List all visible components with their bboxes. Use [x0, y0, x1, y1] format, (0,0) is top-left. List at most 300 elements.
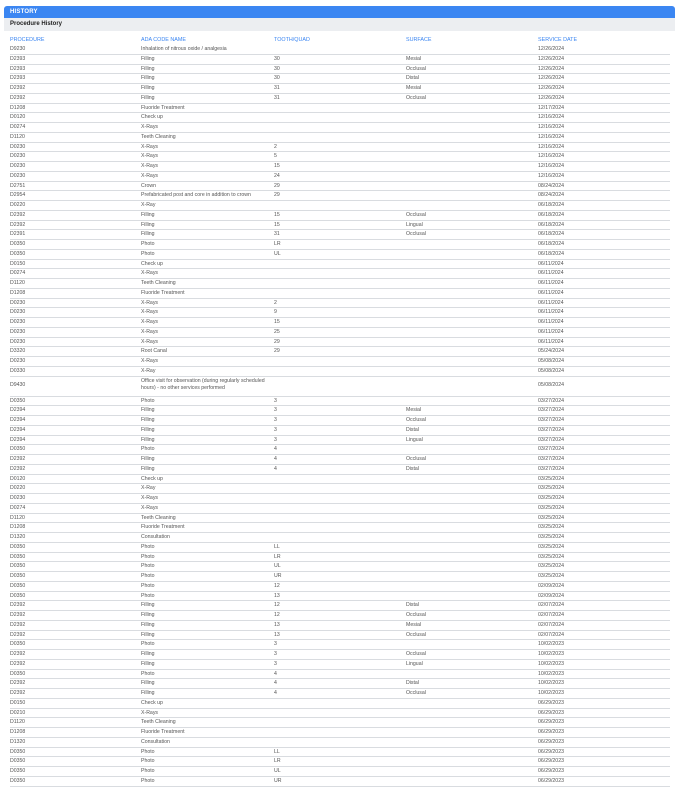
tooth-quad-cell: 29: [274, 348, 280, 355]
service-date-cell: 06/29/2023: [538, 758, 564, 765]
service-date-cell: 10/02/2023: [538, 680, 564, 687]
table-row: [10, 533, 670, 543]
tooth-quad-cell: 3: [274, 651, 277, 657]
ada-code-name-cell: X-Rays: [141, 299, 159, 306]
service-date-cell: 02/07/2024: [538, 631, 564, 638]
surface-cell: Occlusal: [406, 456, 426, 462]
tooth-quad-cell: 3: [274, 397, 277, 404]
ada-code-name-cell: Filling: [141, 426, 155, 433]
table-row: [10, 308, 670, 318]
ada-code-name-cell: Crown: [141, 182, 156, 189]
table-row: [10, 221, 670, 231]
table-row: [10, 269, 670, 279]
column-surface[interactable]: SURFACE: [406, 37, 432, 43]
tooth-quad-cell: 3: [274, 641, 277, 648]
service-date-cell: 03/27/2024: [538, 465, 564, 472]
surface-cell: Distal: [406, 426, 419, 433]
ada-code-name-cell: X-Rays: [141, 124, 159, 130]
tooth-quad-cell: 4: [274, 670, 277, 677]
table-row: [10, 436, 670, 446]
procedure-code-cell: D2392: [10, 612, 26, 618]
service-date-cell: 12/16/2024: [538, 172, 564, 179]
procedure-code-cell: D0274: [10, 504, 26, 511]
surface-cell: Occlusal: [406, 612, 426, 618]
procedure-code-cell: D0350: [10, 582, 26, 589]
service-date-cell: 03/25/2024: [538, 495, 564, 501]
procedure-code-cell: D0230: [10, 319, 26, 325]
procedure-code-cell: D1120: [10, 280, 25, 286]
tooth-quad-cell: 24: [274, 172, 280, 179]
table-row: [10, 182, 670, 192]
service-date-cell: 03/27/2024: [538, 436, 564, 443]
ada-code-name-cell: X-Ray: [141, 202, 156, 208]
tooth-quad-cell: LL: [274, 543, 280, 550]
ada-code-name-cell: Filling: [141, 436, 155, 443]
service-date-cell: 03/27/2024: [538, 446, 564, 453]
table-row: [10, 767, 670, 777]
surface-cell: Occlusal: [406, 631, 426, 638]
tooth-quad-cell: 31: [274, 231, 280, 238]
ada-code-name-cell: X-Rays: [141, 319, 159, 325]
procedure-code-cell: D2394: [10, 407, 26, 414]
procedure-code-cell: D1208: [10, 729, 26, 735]
table-row: [10, 650, 670, 660]
table-row: [10, 397, 670, 407]
tooth-quad-cell: 30: [274, 55, 280, 62]
procedure-code-cell: D0230: [10, 153, 26, 160]
service-date-cell: 12/26/2024: [538, 94, 564, 101]
table-row: [10, 504, 670, 514]
procedure-code-cell: D2392: [10, 621, 26, 628]
surface-cell: Mesial: [406, 621, 421, 628]
column-procedure[interactable]: PROCEDURE: [10, 37, 45, 43]
procedure-code-cell: D2392: [10, 221, 26, 228]
ada-code-name-cell: Filling: [141, 602, 155, 609]
procedure-code-cell: D0230: [10, 309, 26, 316]
service-date-cell: 02/07/2024: [538, 621, 564, 628]
ada-code-name-cell: Photo: [141, 777, 155, 784]
table-row: [10, 631, 670, 641]
ada-code-name-cell: Photo: [141, 553, 155, 560]
table-row: [10, 553, 670, 563]
ada-code-name-cell: Filling: [141, 407, 155, 414]
service-date-cell: 03/27/2024: [538, 407, 564, 414]
ada-code-name-cell: Filling: [141, 94, 155, 101]
tooth-quad-cell: 2: [274, 143, 277, 150]
surface-cell: Mesial: [406, 85, 421, 91]
ada-code-name-cell: Filling: [141, 621, 155, 628]
service-date-cell: 03/27/2024: [538, 426, 564, 433]
column-tooth-quad[interactable]: TOOTH/QUAD: [274, 37, 310, 43]
tooth-quad-cell: 5: [274, 153, 277, 160]
procedure-code-cell: D2392: [10, 456, 26, 462]
table-row: [10, 728, 670, 738]
ada-code-name-cell: Photo: [141, 758, 155, 765]
tooth-quad-cell: 12: [274, 602, 280, 609]
service-date-cell: 03/25/2024: [538, 504, 564, 511]
table-row: [10, 543, 670, 553]
service-date-cell: 10/02/2023: [538, 670, 564, 677]
ada-code-name-cell: Filling: [141, 660, 155, 667]
service-date-cell: 05/08/2024: [538, 367, 564, 374]
procedure-code-cell: D0274: [10, 124, 26, 130]
table-row: [10, 191, 670, 201]
procedure-code-cell: D1208: [10, 104, 26, 111]
ada-code-name-cell: Office visit for observation (during regularly scheduled hours) - no other services performed: [141, 377, 265, 391]
procedure-code-cell: D2393: [10, 65, 26, 72]
table-row: [10, 475, 670, 485]
ada-code-name-cell: Filling: [141, 465, 155, 472]
tooth-quad-cell: UR: [274, 573, 282, 579]
procedure-code-cell: D0120: [10, 475, 26, 482]
tooth-quad-cell: LR: [274, 758, 281, 765]
tooth-quad-cell: 4: [274, 465, 277, 472]
tooth-quad-cell: UL: [274, 563, 281, 570]
service-date-cell: 06/18/2024: [538, 221, 564, 228]
table-row: [10, 757, 670, 767]
ada-code-name-cell: Photo: [141, 670, 155, 677]
tooth-quad-cell: 9: [274, 309, 277, 316]
service-date-cell: 06/18/2024: [538, 250, 564, 257]
procedure-code-cell: D0150: [10, 699, 26, 706]
table-row: [10, 572, 670, 582]
procedure-code-cell: D1208: [10, 524, 26, 531]
service-date-cell: 06/18/2024: [538, 231, 564, 238]
service-date-cell: 06/11/2024: [538, 328, 564, 335]
table-row: [10, 328, 670, 338]
tooth-quad-cell: 30: [274, 75, 280, 82]
tooth-quad-cell: 15: [274, 319, 280, 325]
ada-code-name-cell: X-Rays: [141, 153, 159, 160]
service-date-cell: 06/29/2023: [538, 709, 564, 716]
table-row: [10, 523, 670, 533]
table-row: [10, 514, 670, 524]
ada-code-name-cell: X-Rays: [141, 143, 159, 150]
procedure-code-cell: D0350: [10, 563, 26, 570]
table-row: [10, 123, 670, 133]
tooth-quad-cell: 31: [274, 94, 280, 101]
ada-code-name-cell: Filling: [141, 231, 155, 238]
ada-code-name-cell: X-Rays: [141, 163, 159, 169]
service-date-cell: 12/16/2024: [538, 143, 564, 150]
service-date-cell: 12/16/2024: [538, 153, 564, 160]
table-row: [10, 718, 670, 728]
procedure-history-section-title: Procedure History: [4, 18, 675, 31]
tooth-quad-cell: LR: [274, 553, 281, 560]
procedure-code-cell: D1320: [10, 738, 26, 745]
table-row: [10, 240, 670, 250]
table-row: [10, 562, 670, 572]
procedure-code-cell: D2391: [10, 231, 26, 238]
table-row: [10, 104, 670, 114]
tooth-quad-cell: UL: [274, 768, 281, 774]
table-row: [10, 601, 670, 611]
service-date-cell: 06/18/2024: [538, 211, 564, 218]
table-row: [10, 338, 670, 348]
procedure-table-body: [10, 45, 670, 787]
procedure-code-cell: D2392: [10, 211, 26, 218]
surface-cell: Mesial: [406, 407, 421, 414]
ada-code-name-cell: Check up: [141, 475, 163, 482]
ada-code-name-cell: Filling: [141, 456, 155, 462]
service-date-cell: 12/16/2024: [538, 114, 564, 121]
tooth-quad-cell: 3: [274, 426, 277, 433]
ada-code-name-cell: Photo: [141, 573, 155, 579]
tooth-quad-cell: 30: [274, 65, 280, 72]
service-date-cell: 03/25/2024: [538, 563, 564, 570]
table-row: [10, 299, 670, 309]
tooth-quad-cell: 4: [274, 446, 277, 453]
procedure-code-cell: D0350: [10, 748, 26, 755]
table-row: [10, 172, 670, 182]
table-row: [10, 689, 670, 699]
ada-code-name-cell: X-Ray: [141, 367, 156, 374]
procedure-code-cell: D2394: [10, 436, 26, 443]
table-row: [10, 260, 670, 270]
procedure-code-cell: D2954: [10, 192, 26, 199]
procedure-code-cell: D2393: [10, 75, 26, 82]
table-row: [10, 465, 670, 475]
tooth-quad-cell: 12: [274, 582, 280, 589]
ada-code-name-cell: Teeth Cleaning: [141, 133, 176, 140]
service-date-cell: 06/11/2024: [538, 289, 564, 296]
service-date-cell: 03/27/2024: [538, 417, 564, 423]
surface-cell: Occlusal: [406, 65, 426, 72]
ada-code-name-cell: X-Rays: [141, 504, 159, 511]
ada-code-name-cell: Photo: [141, 748, 155, 755]
table-row: [10, 738, 670, 748]
table-row: [10, 455, 670, 465]
service-date-cell: 12/17/2024: [538, 104, 564, 111]
ada-code-name-cell: X-Rays: [141, 328, 159, 335]
table-row: [10, 143, 670, 153]
tooth-quad-cell: UR: [274, 777, 282, 784]
ada-code-name-cell: Teeth Cleaning: [141, 719, 176, 726]
tooth-quad-cell: 3: [274, 660, 277, 667]
ada-code-name-cell: Photo: [141, 446, 155, 453]
procedure-code-cell: D1120: [10, 133, 25, 140]
service-date-cell: 12/26/2024: [538, 75, 564, 82]
procedure-code-cell: D0150: [10, 260, 26, 267]
service-date-cell: 12/26/2024: [538, 65, 564, 72]
procedure-code-cell: D9430: [10, 381, 26, 388]
ada-code-name-cell: Fluoride Treatment: [141, 524, 185, 531]
service-date-cell: 06/11/2024: [538, 280, 564, 286]
service-date-cell: 06/11/2024: [538, 338, 564, 345]
service-date-cell: 06/29/2023: [538, 777, 564, 784]
tooth-quad-cell: 29: [274, 182, 280, 189]
tooth-quad-cell: LL: [274, 748, 280, 755]
surface-cell: Lingual: [406, 221, 423, 228]
procedure-code-cell: D0230: [10, 299, 26, 306]
column-service-date[interactable]: SERVICE DATE: [538, 37, 578, 43]
surface-cell: Lingual: [406, 660, 423, 667]
procedure-code-cell: D0350: [10, 446, 26, 453]
service-date-cell: 06/11/2024: [538, 260, 564, 267]
procedure-code-cell: D0350: [10, 592, 26, 599]
ada-code-name-cell: Filling: [141, 65, 155, 72]
table-row: [10, 230, 670, 240]
procedure-code-cell: D0230: [10, 358, 26, 364]
service-date-cell: 03/25/2024: [538, 553, 564, 560]
service-date-cell: 03/25/2024: [538, 514, 564, 521]
procedure-code-cell: D0350: [10, 573, 26, 579]
tooth-quad-cell: UL: [274, 250, 281, 257]
procedure-code-cell: D2394: [10, 426, 26, 433]
procedure-code-cell: D1208: [10, 289, 26, 296]
service-date-cell: 10/02/2023: [538, 641, 564, 648]
tooth-quad-cell: 12: [274, 612, 280, 618]
service-date-cell: 06/11/2024: [538, 309, 564, 316]
service-date-cell: 02/07/2024: [538, 612, 564, 618]
procedure-code-cell: D0230: [10, 163, 26, 169]
procedure-code-cell: D2393: [10, 55, 26, 62]
surface-cell: Lingual: [406, 436, 423, 443]
table-row: [10, 670, 670, 680]
ada-code-name-cell: Filling: [141, 690, 155, 696]
ada-code-name-cell: Consultation: [141, 738, 170, 745]
ada-code-name-cell: Fluoride Treatment: [141, 289, 185, 296]
service-date-cell: 06/11/2024: [538, 270, 564, 277]
surface-cell: Mesial: [406, 55, 421, 62]
table-row: [10, 250, 670, 260]
surface-cell: Distal: [406, 680, 419, 687]
tooth-quad-cell: 3: [274, 407, 277, 414]
table-row: [10, 748, 670, 758]
tooth-quad-cell: 29: [274, 192, 280, 199]
procedure-code-cell: D0230: [10, 495, 26, 501]
service-date-cell: 06/29/2023: [538, 748, 564, 755]
table-row: [10, 94, 670, 104]
table-row: [10, 406, 670, 416]
procedure-code-cell: D2392: [10, 631, 26, 638]
service-date-cell: 06/29/2023: [538, 719, 564, 726]
surface-cell: Occlusal: [406, 690, 426, 696]
service-date-cell: 10/02/2023: [538, 660, 564, 667]
procedure-code-cell: D0350: [10, 543, 26, 550]
ada-code-name-cell: Check up: [141, 114, 163, 121]
procedure-code-cell: D9230: [10, 46, 26, 52]
procedure-code-cell: D2392: [10, 465, 26, 472]
procedure-code-cell: D0220: [10, 202, 26, 208]
table-row: [10, 699, 670, 709]
service-date-cell: 03/25/2024: [538, 534, 564, 540]
table-row: [10, 777, 670, 787]
ada-code-name-cell: Teeth Cleaning: [141, 514, 176, 521]
service-date-cell: 02/09/2024: [538, 582, 564, 589]
service-date-cell: 12/16/2024: [538, 124, 564, 130]
ada-code-name-cell: X-Rays: [141, 358, 159, 364]
table-row: [10, 55, 670, 65]
ada-code-name-cell: X-Rays: [141, 172, 159, 179]
ada-code-name-cell: X-Ray: [141, 485, 156, 492]
service-date-cell: 03/27/2024: [538, 397, 564, 404]
tooth-quad-cell: 3: [274, 436, 277, 443]
ada-code-name-cell: Photo: [141, 592, 155, 599]
tooth-quad-cell: 15: [274, 221, 280, 228]
ada-code-name-cell: Photo: [141, 582, 155, 589]
ada-code-name-cell: Check up: [141, 260, 163, 267]
surface-cell: Distal: [406, 602, 419, 609]
procedure-code-cell: D0350: [10, 641, 26, 648]
service-date-cell: 06/29/2023: [538, 729, 564, 735]
service-date-cell: 03/25/2024: [538, 573, 564, 579]
table-row: [10, 377, 670, 397]
table-row: [10, 611, 670, 621]
table-row: [10, 416, 670, 426]
ada-code-name-cell: Photo: [141, 543, 155, 550]
procedure-code-cell: D2392: [10, 85, 26, 91]
table-row: [10, 367, 670, 377]
table-row: [10, 484, 670, 494]
ada-code-name-cell: Check up: [141, 699, 163, 706]
tooth-quad-cell: 4: [274, 690, 277, 696]
service-date-cell: 06/29/2023: [538, 699, 564, 706]
service-date-cell: 03/25/2024: [538, 543, 564, 550]
table-row: [10, 133, 670, 143]
procedure-code-cell: D0350: [10, 777, 26, 784]
procedure-code-cell: D0350: [10, 758, 26, 765]
service-date-cell: 05/24/2024: [538, 348, 564, 355]
service-date-cell: 08/24/2024: [538, 182, 564, 189]
service-date-cell: 12/26/2024: [538, 85, 564, 91]
tooth-quad-cell: 13: [274, 631, 280, 638]
ada-code-name-cell: Filling: [141, 55, 155, 62]
table-row: [10, 113, 670, 123]
table-row: [10, 279, 670, 289]
table-row: [10, 347, 670, 357]
procedure-code-cell: D0120: [10, 114, 26, 121]
table-row: [10, 152, 670, 162]
procedure-code-cell: D0330: [10, 367, 26, 374]
tooth-quad-cell: 13: [274, 621, 280, 628]
procedure-code-cell: D0350: [10, 670, 26, 677]
ada-code-name-cell: Filling: [141, 221, 155, 228]
tooth-quad-cell: 15: [274, 211, 280, 218]
procedure-code-cell: D0350: [10, 553, 26, 560]
procedure-code-cell: D2392: [10, 690, 26, 696]
service-date-cell: 12/26/2024: [538, 55, 564, 62]
service-date-cell: 02/07/2024: [538, 602, 564, 609]
ada-code-name-cell: Root Canal: [141, 348, 167, 355]
ada-code-name-cell: Photo: [141, 768, 155, 774]
service-date-cell: 12/26/2024: [538, 46, 564, 52]
table-row: [10, 426, 670, 436]
ada-code-name-cell: X-Rays: [141, 270, 159, 277]
service-date-cell: 03/25/2024: [538, 475, 564, 482]
procedure-code-cell: D0350: [10, 768, 26, 774]
service-date-cell: 06/29/2023: [538, 768, 564, 774]
service-date-cell: 06/29/2023: [538, 738, 564, 745]
service-date-cell: 02/09/2024: [538, 592, 564, 599]
ada-code-name-cell: Filling: [141, 631, 155, 638]
procedure-code-cell: D0210: [10, 709, 26, 716]
table-row: [10, 445, 670, 455]
service-date-cell: 10/02/2023: [538, 651, 564, 657]
ada-code-name-cell: X-Rays: [141, 338, 159, 345]
ada-code-name-cell: Teeth Cleaning: [141, 280, 176, 286]
table-row: [10, 74, 670, 84]
table-row: [10, 65, 670, 75]
procedure-code-cell: D0230: [10, 328, 26, 335]
procedure-code-cell: D2392: [10, 680, 26, 687]
column-ada-code-name[interactable]: ADA CODE NAME: [141, 37, 186, 43]
service-date-cell: 06/11/2024: [538, 319, 564, 325]
ada-code-name-cell: Filling: [141, 417, 155, 423]
ada-code-name-cell: Fluoride Treatment: [141, 104, 185, 111]
table-row: [10, 709, 670, 719]
service-date-cell: 10/02/2023: [538, 690, 564, 696]
